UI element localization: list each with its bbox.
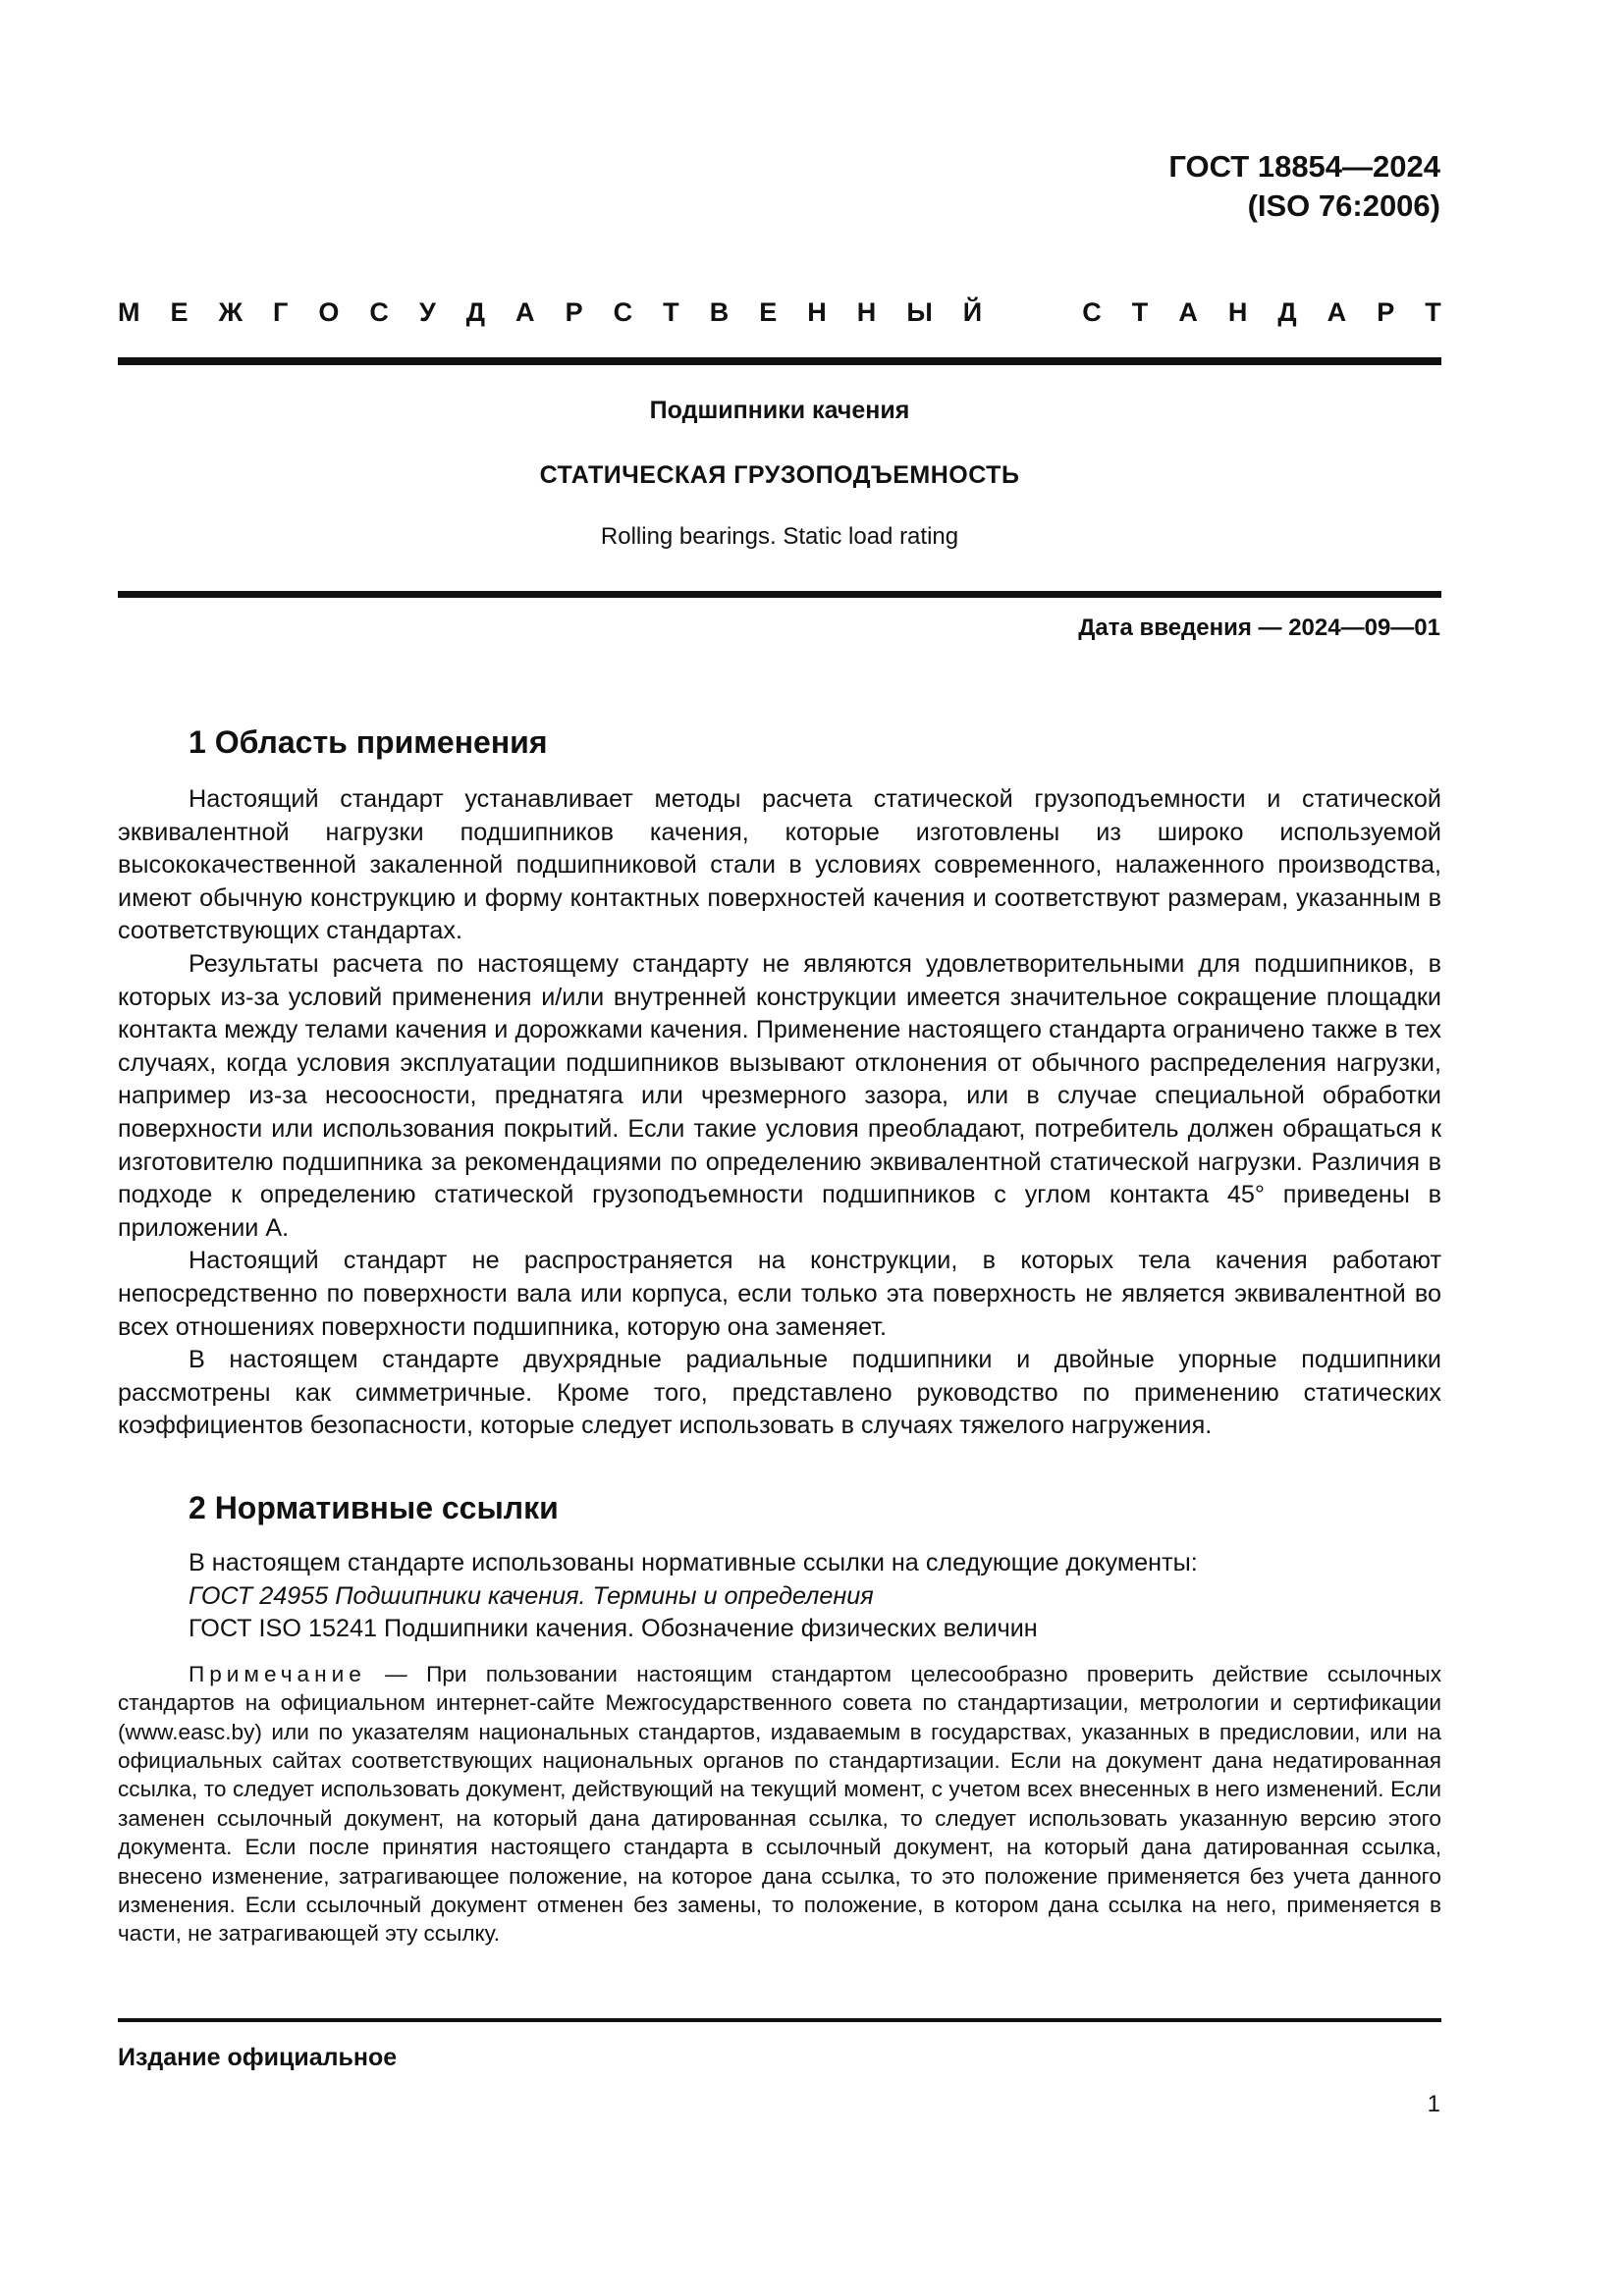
page-number: 1: [1427, 2091, 1440, 2117]
section-scope: [118, 722, 1441, 1443]
iso-number: (ISO 76:2006): [1247, 188, 1440, 223]
paragraph: В настоящем стандарте двухрядные радиальные подшипники и двойные упорные подшипники рассмотрены как симметричные. Кроме того, представлено руководство по применению статических коэффициентов безопасности, которые следует использовать в случаях тяжелого нагружения.: [118, 1346, 1441, 1440]
title-divider: [118, 591, 1441, 598]
top-divider: [118, 357, 1441, 365]
note-text: — При пользовании настоящим стандартом целесообразно проверить действие ссылочных стандартов на официальном интернет-сайте Межгосударственного совета по стандартизации, метрологии и сертификации (www.easc.by) или по указателям национальных стандартов, издаваемым в государствах, указанных в предисловии, или на официальных сайтах соответствующих национальных органов по стандартизации. Если на документ дана недатированная ссылка, то следует использовать документ, действующий на текущий момент, с учетом всех внесенных в него изменений. Если заменен ссылочный документ, на который дана датированная ссылка, то следует использовать указанную версию этого документа. Если после принятия настоящего стандарта в ссылочный документ, на который дана датированная ссылка, внесено изменение, затрагивающее положение, на которое дана ссылка, то это положение применяется без учета данного изменения. Если ссылочный документ отменен без замены, то положение, в котором дана ссылка на него, применяется в части, не затрагивающей эту ссылку.: [118, 1661, 1441, 1947]
section-heading: 2 Нормативные ссылки: [189, 1490, 559, 1525]
section-normative-references: [118, 1488, 1441, 1970]
document-code: [1168, 147, 1440, 226]
note-label: Примечание: [189, 1661, 366, 1686]
note: [118, 1660, 1441, 1949]
introduction-date: Дата введения — 2024—09—01: [1078, 614, 1440, 641]
document-subject: Подшипники качения: [649, 397, 910, 424]
interstate-standard-banner: М Е Ж Г О С У Д А Р С Т В Е Н Н Ы Й С Т А Н Д А Р Т: [118, 296, 1441, 327]
paragraph: Настоящий стандарт не распространяется на конструкции, в которых тела качения работают непосредственно по поверхности вала или корпуса, если только эта поверхность не является эквивалентной во всех отношениях поверхности подшипника, которую она заменяет.: [118, 1247, 1441, 1341]
reference-item: ГОСТ ISO 15241 Подшипники качения. Обозначение физических величин: [189, 1615, 1038, 1643]
footer-divider: [118, 2018, 1441, 2022]
paragraph: Настоящий стандарт устанавливает методы расчета статической грузоподъемности и статической эквивалентной нагрузки подшипников качения, которые изготовлены из широко используемой высококачественной закаленной подшипниковой стали в условиях современного, налаженного производства, имеют обычную конструкцию и форму контактных поверхностей качения и соответствуют размерам, указанным в соответствующих стандартах.: [118, 785, 1441, 945]
section-heading: 1 Область применения: [189, 724, 548, 760]
paragraph: Результаты расчета по настоящему стандарту не являются удовлетворительными для подшипников, в которых из-за условий применения и/или внутренней конструкции имеется значительное сокращение площадки контакта между телами качения и дорожками качения. Применение настоящего стандарта ограничено также в тех случаях, когда условия эксплуатации подшипников вызывают отклонения от обычного распределения нагрузки, например из-за несоосности, преднатяга или чрезмерного зазора, или в случае специальной обработки поверхности или использования покрытий. Если такие условия преобладают, потребитель должен обращаться к изготовителю подшипника за рекомендациями по определению эквивалентной статической нагрузки. Различия в подходе к определению статической грузоподъемности подшипников с углом контакта 45° приведены в приложении А.: [118, 949, 1441, 1242]
official-edition-label: Издание официальное: [118, 2044, 398, 2071]
document-title-english: Rolling bearings. Static load rating: [600, 523, 959, 550]
reference-item: ГОСТ 24955 Подшипники качения. Термины и определения: [189, 1581, 874, 1610]
document-title: СТАТИЧЕСКАЯ ГРУЗОПОДЪЕМНОСТЬ: [539, 461, 1020, 489]
references-intro: В настоящем стандарте использованы нормативные ссылки на следующие документы:: [189, 1549, 1198, 1576]
gost-number: ГОСТ 18854—2024: [1168, 149, 1440, 184]
